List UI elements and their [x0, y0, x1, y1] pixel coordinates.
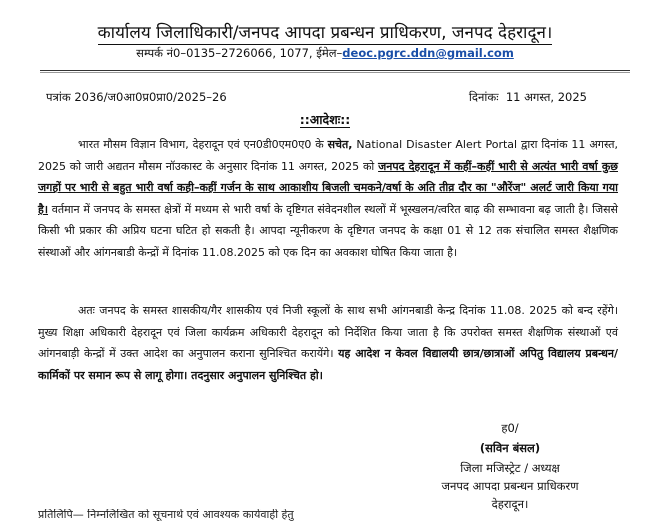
signatory-place: देहरादून। [491, 497, 529, 511]
para2-bold-statement: यह आदेश न केवल विद्यालयी छात्र/छात्राओं अपितु विद्यालय प्रबन्धन/कार्मिकों पर समान रूप से लागू होगा। तदनुसार अनुपालन सुनिश्चित हो। [38, 347, 618, 382]
signatory-designation: जिला मजिस्ट्रेट / अध्यक्ष [460, 461, 560, 475]
ref-label: पत्रांक [46, 90, 71, 104]
order-paragraph-1 [38, 134, 618, 264]
order-paragraph-2 [38, 300, 618, 386]
para1-text-c: National Disaster Alert Portal द्वारा दिनांक 11 अगस्त, 2025 को जारी अद्यतन मौसम नॉउकास्ट के अनुसार दिनांक 11 अगस्त, 2025 को [38, 138, 618, 173]
para1-text-a: भारत मौसम विज्ञान विभाग, देहरादून एवं एन0डी0एम0ए0 के [78, 138, 328, 151]
contact-line [0, 46, 650, 61]
ref-value: 2036/ज0आ0प्र0प्रा0/2025–26 [74, 90, 227, 104]
date-value: 11 अगस्त, 2025 [505, 90, 587, 104]
signatory-authority: जनपद आपदा प्रबन्धन प्राधिकरण [441, 479, 579, 493]
header-divider [40, 70, 630, 71]
copy-to-line: प्रतिलिपि— निम्नलिखित को सूचनार्थ एवं आवश्यक कार्यवाही हेतु [38, 509, 294, 521]
para2-text-a: अतः जनपद के समस्त शासकीय/गैर शासकीय एवं निजी स्कूलों के साथ सभी आंगनबाडी केन्द्र दिनांक 11.08. 2025 को बन्द रहेंगे। मुख्य शिक्षा अधिकारी देहरादून एवं जिला कार्यक्रम अधिकारी देहरादून को निर्देशित किया जाता है कि उपरोक्त समस्त शैक्षणिक संस्थाओं एवं आंगनबाड़ी केन्द्रों में उक्त आदेश का अनुपालन कराना सुनिश्चित करायेंगे। [38, 304, 618, 361]
date-label: दिनांकः [468, 90, 499, 104]
para1-text-e: वर्तमान में जनपद के समस्त क्षेत्रों में मध्यम से भारी वर्षा के दृष्टिगत संवेदनशील स्थलों में भूस्खलन/त्वरित बाढ़ की सम्भावना बढ़ जाती है। जिससे किसी भी प्रकार की अप्रिय घटना घटित हो सकती है। आपदा न्यूनीकरण के दृष्टिगत जनपद के कक्षा 01 से 12 तक संचालित समस्त शैक्षणिक संस्थाओं और आंगनबाडी केन्द्रों में दिनांक 11.08.2025 को एक दिन का अवकाश घोषित किया जाता है। [38, 202, 618, 259]
order-heading: ::आदेशः:: [299, 112, 351, 127]
signature-mark: ह0/ [501, 421, 519, 435]
office-title: कार्यालय जिलाधिकारी/जनपद आपदा प्रबन्धन प्राधिकरण, जनपद देहरादून। [97, 23, 553, 43]
para1-bold-sachet: सचेत, [327, 138, 353, 151]
order-date [469, 90, 587, 105]
signatory-name: (सविन बंसल) [479, 441, 541, 455]
email-link[interactable]: deoc.pgrc.ddn@gmail.com [342, 46, 514, 60]
reference-number [46, 90, 227, 105]
para1-alert-statement: जनपद देहरादून में कहीं–कहीं भारी से अत्यंत भारी वर्षा कुछ जगहों पर भारी से बहुत भारी वर्षा कही–कहीं गर्जन के साथ आकाशीय बिजली चमकने/वर्षा के अति तीव्र दौर का "औरेंज" अलर्ट जारी किया गया है। [38, 159, 618, 216]
contact-label: सम्पर्क नं0–0135–2726066, 1077, ईमेल– [136, 46, 343, 60]
